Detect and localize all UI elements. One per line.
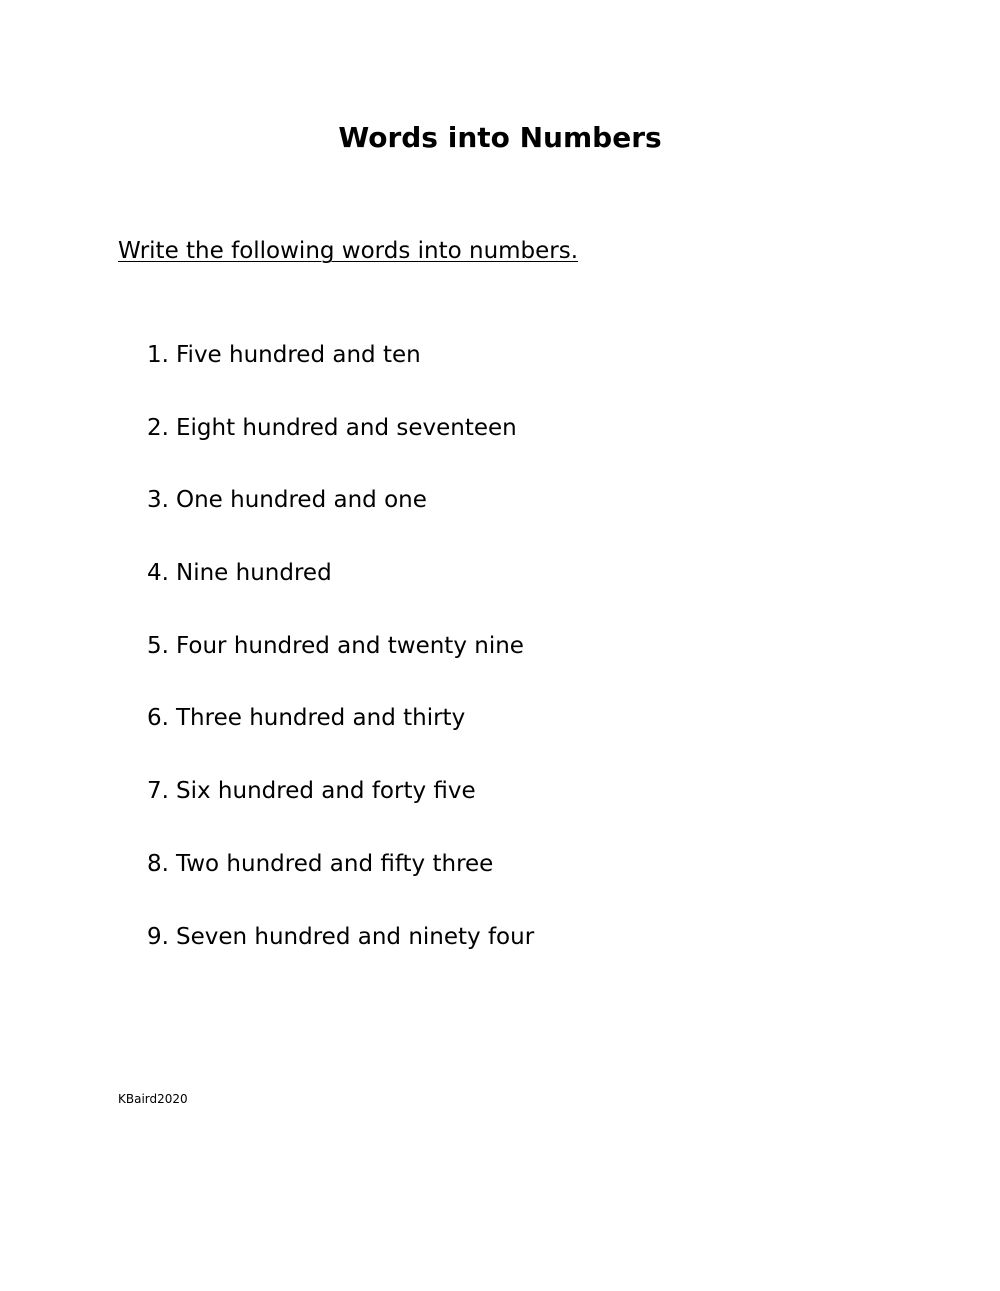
question-number: 2. (147, 414, 169, 441)
question-item-5 (147, 629, 534, 702)
question-number: 5. (147, 632, 169, 659)
question-item-7 (147, 774, 534, 847)
question-item-2 (147, 411, 534, 484)
question-text: Four hundred and twenty nine (176, 632, 524, 659)
question-number: 4. (147, 560, 169, 587)
author-credit: KBaird2020 (118, 1092, 188, 1106)
question-item-6 (147, 701, 534, 774)
question-text: Eight hundred and seventeen (176, 414, 517, 441)
question-item-9 (147, 920, 534, 993)
question-number: 9. (147, 923, 169, 950)
page-title: Words into Numbers (338, 121, 662, 154)
question-text: One hundred and one (176, 487, 427, 514)
question-number: 7. (147, 778, 169, 805)
question-text: Seven hundred and ninety four (176, 923, 535, 950)
question-item-8 (147, 847, 534, 920)
question-list (147, 338, 534, 992)
question-number: 6. (147, 705, 169, 732)
question-number: 8. (147, 850, 169, 877)
question-number: 1. (147, 342, 169, 368)
question-item-4 (147, 556, 534, 629)
instruction-text: Write the following words into numbers. (118, 238, 579, 264)
question-text: Six hundred and forty five (176, 778, 476, 805)
question-item-3 (147, 483, 534, 556)
question-text: Nine hundred (176, 560, 332, 587)
question-text: Five hundred and ten (176, 342, 421, 368)
question-text: Two hundred and fifty three (176, 850, 494, 877)
question-item-1 (147, 338, 534, 411)
question-text: Three hundred and thirty (176, 705, 466, 732)
question-number: 3. (147, 487, 169, 514)
